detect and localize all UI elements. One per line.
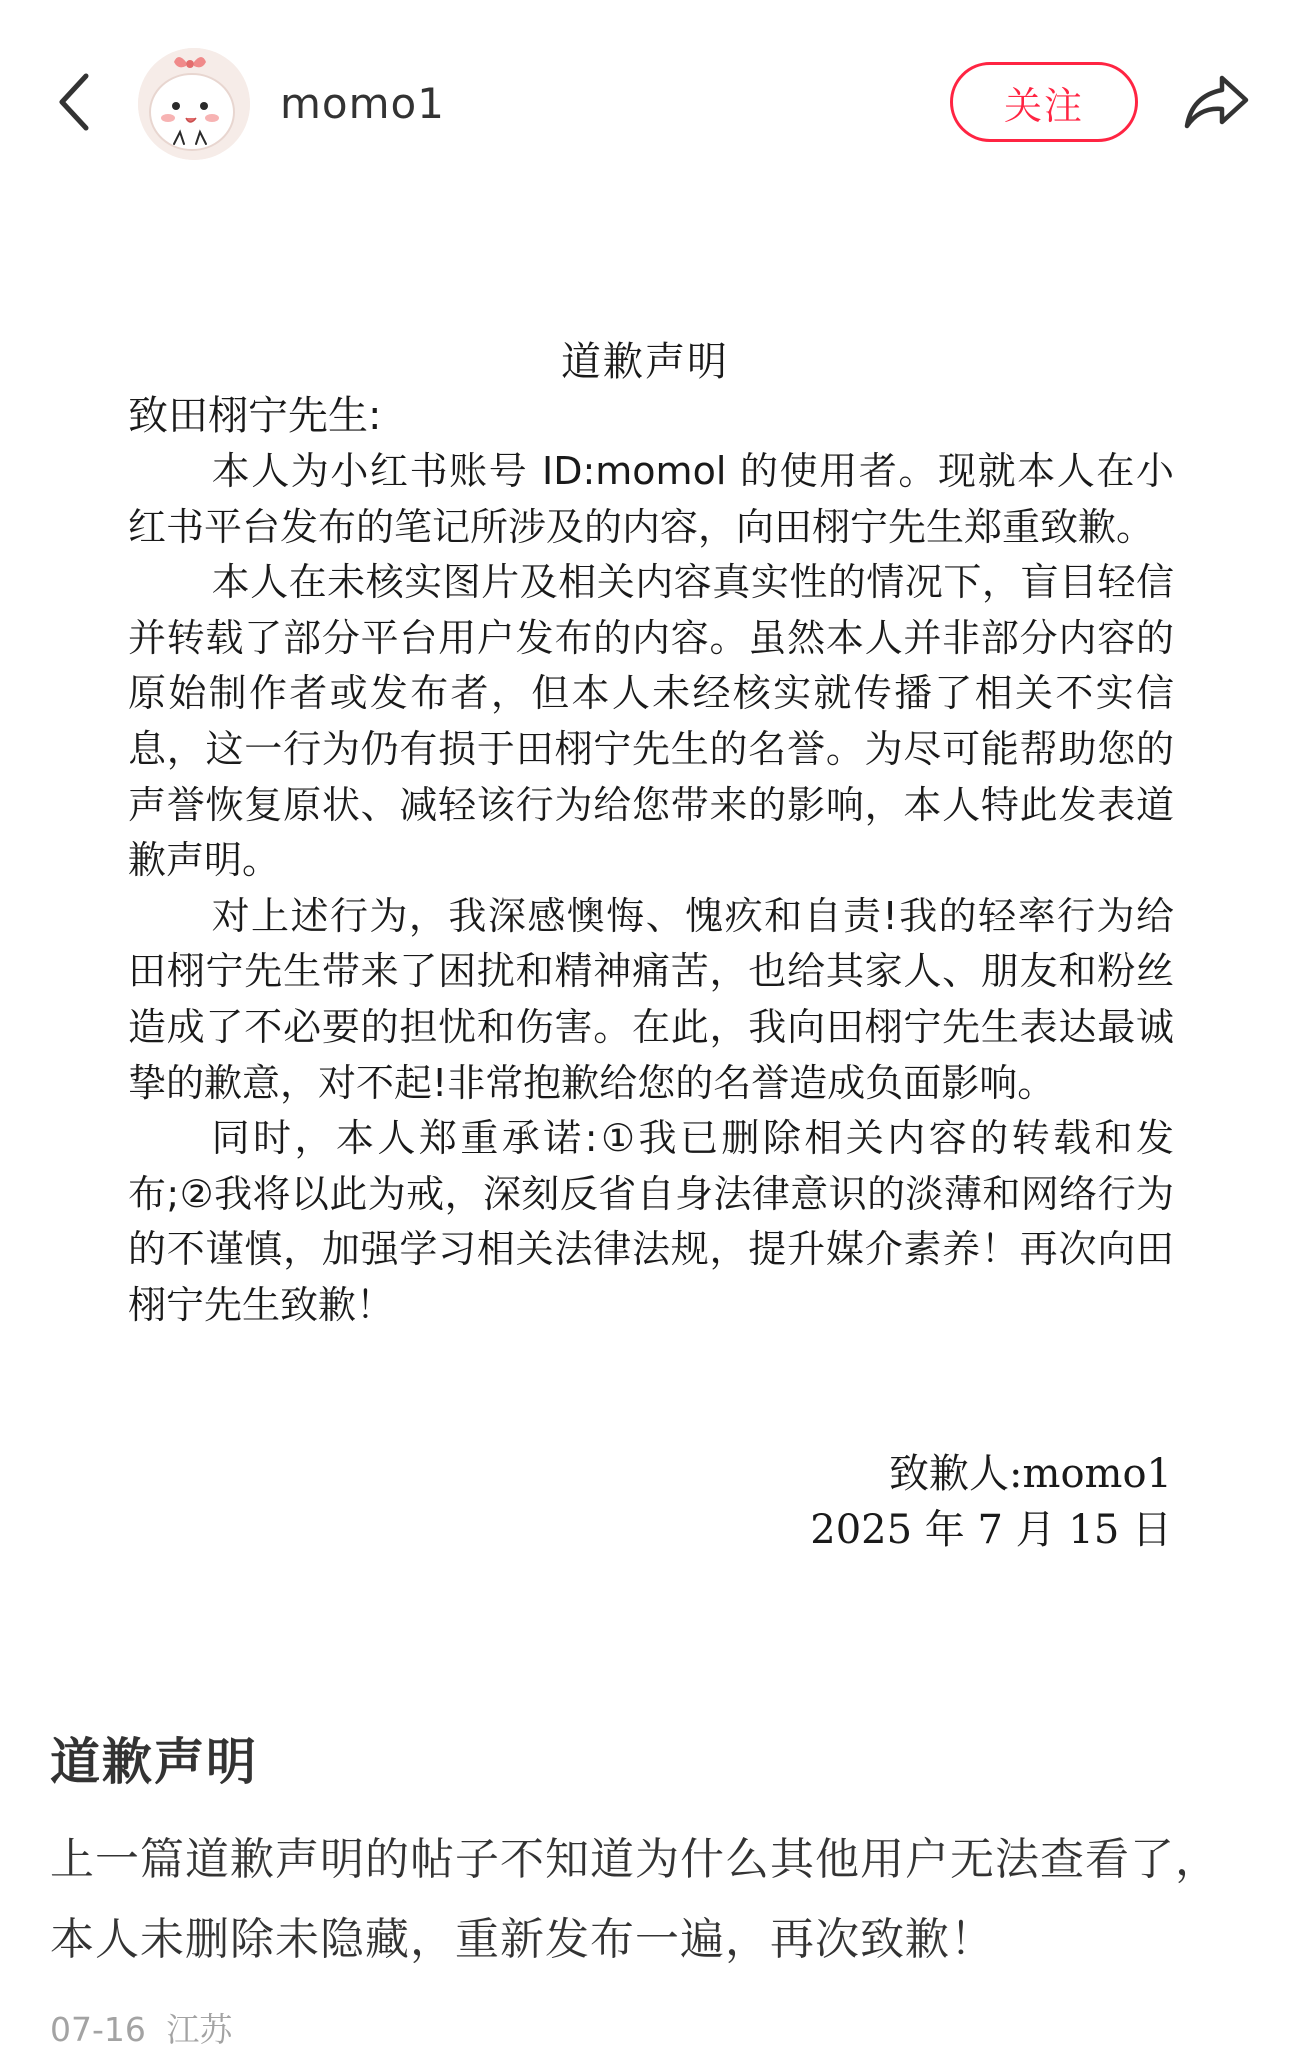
letter-paragraph: 同时，本人郑重承诺:①我已删除相关内容的转载和发布;②我将以此为戒，深刻反省自身法律意识的淡薄和网络行为的不谨慎，加强学习相关法律法规，提升媒介素养！再次向田栩宁先生致歉！: [128, 1116, 1174, 1327]
letter-paragraph: 对上述行为，我深感懊悔、愧疚和自责!我的轻率行为给田栩宁先生带来了困扰和精神痛苦，也给其家人、朋友和粉丝造成了不必要的担忧和伤害。在此，我向田栩宁先生表达最诚挚的歉意，对不起!非常抱歉给您的名誉造成负面影响。: [128, 893, 1174, 1105]
letter-paragraph: 本人在未核实图片及相关内容真实性的情况下，盲目轻信并转载了部分平台用户发布的内容。虽然本人并非部分内容的原始制作者或发布者，但本人未经核实就传播了相关不实信息，这一行为仍有损于田栩宁先生的名誉。为尽可能帮助您的声誉恢复原状、减轻该行为给您带来的影响，本人特此发表道歉声明。: [128, 560, 1174, 883]
chevron-left-icon: [54, 70, 94, 134]
avatar-illustration-icon: [138, 48, 250, 160]
post-location: 江苏: [166, 2010, 233, 2049]
post-body: 上一篇道歉声明的帖子不知道为什么其他用户无法查看了，本人未删除未隐藏，重新发布一遍，再次致歉！: [50, 1834, 1220, 1965]
follow-button[interactable]: 关注: [950, 62, 1138, 142]
back-button[interactable]: [44, 62, 104, 142]
letter-body: [128, 444, 1174, 1334]
letter-salutation: 致田栩宁先生:: [128, 393, 382, 439]
post-meta: [50, 2008, 232, 2052]
top-bar: [0, 0, 1290, 210]
share-icon: [1182, 72, 1250, 132]
post-image[interactable]: [0, 300, 1290, 1580]
post-title: 道歉声明: [50, 1733, 258, 1791]
letter-signer: 致歉人:momo1: [889, 1451, 1172, 1497]
letter-paragraph: 本人为小红书账号 ID:momol 的使用者。现就本人在小红书平台发布的笔记所涉及的内容，向田栩宁先生郑重致歉。: [128, 449, 1174, 549]
share-button[interactable]: [1178, 64, 1254, 140]
avatar[interactable]: [138, 48, 250, 160]
author-name[interactable]: momo1: [280, 79, 445, 128]
letter-date: 2025 年 7 月 15 日: [810, 1507, 1172, 1553]
letter-title: 道歉声明: [561, 339, 729, 385]
post-date: 07-16: [50, 2010, 146, 2049]
